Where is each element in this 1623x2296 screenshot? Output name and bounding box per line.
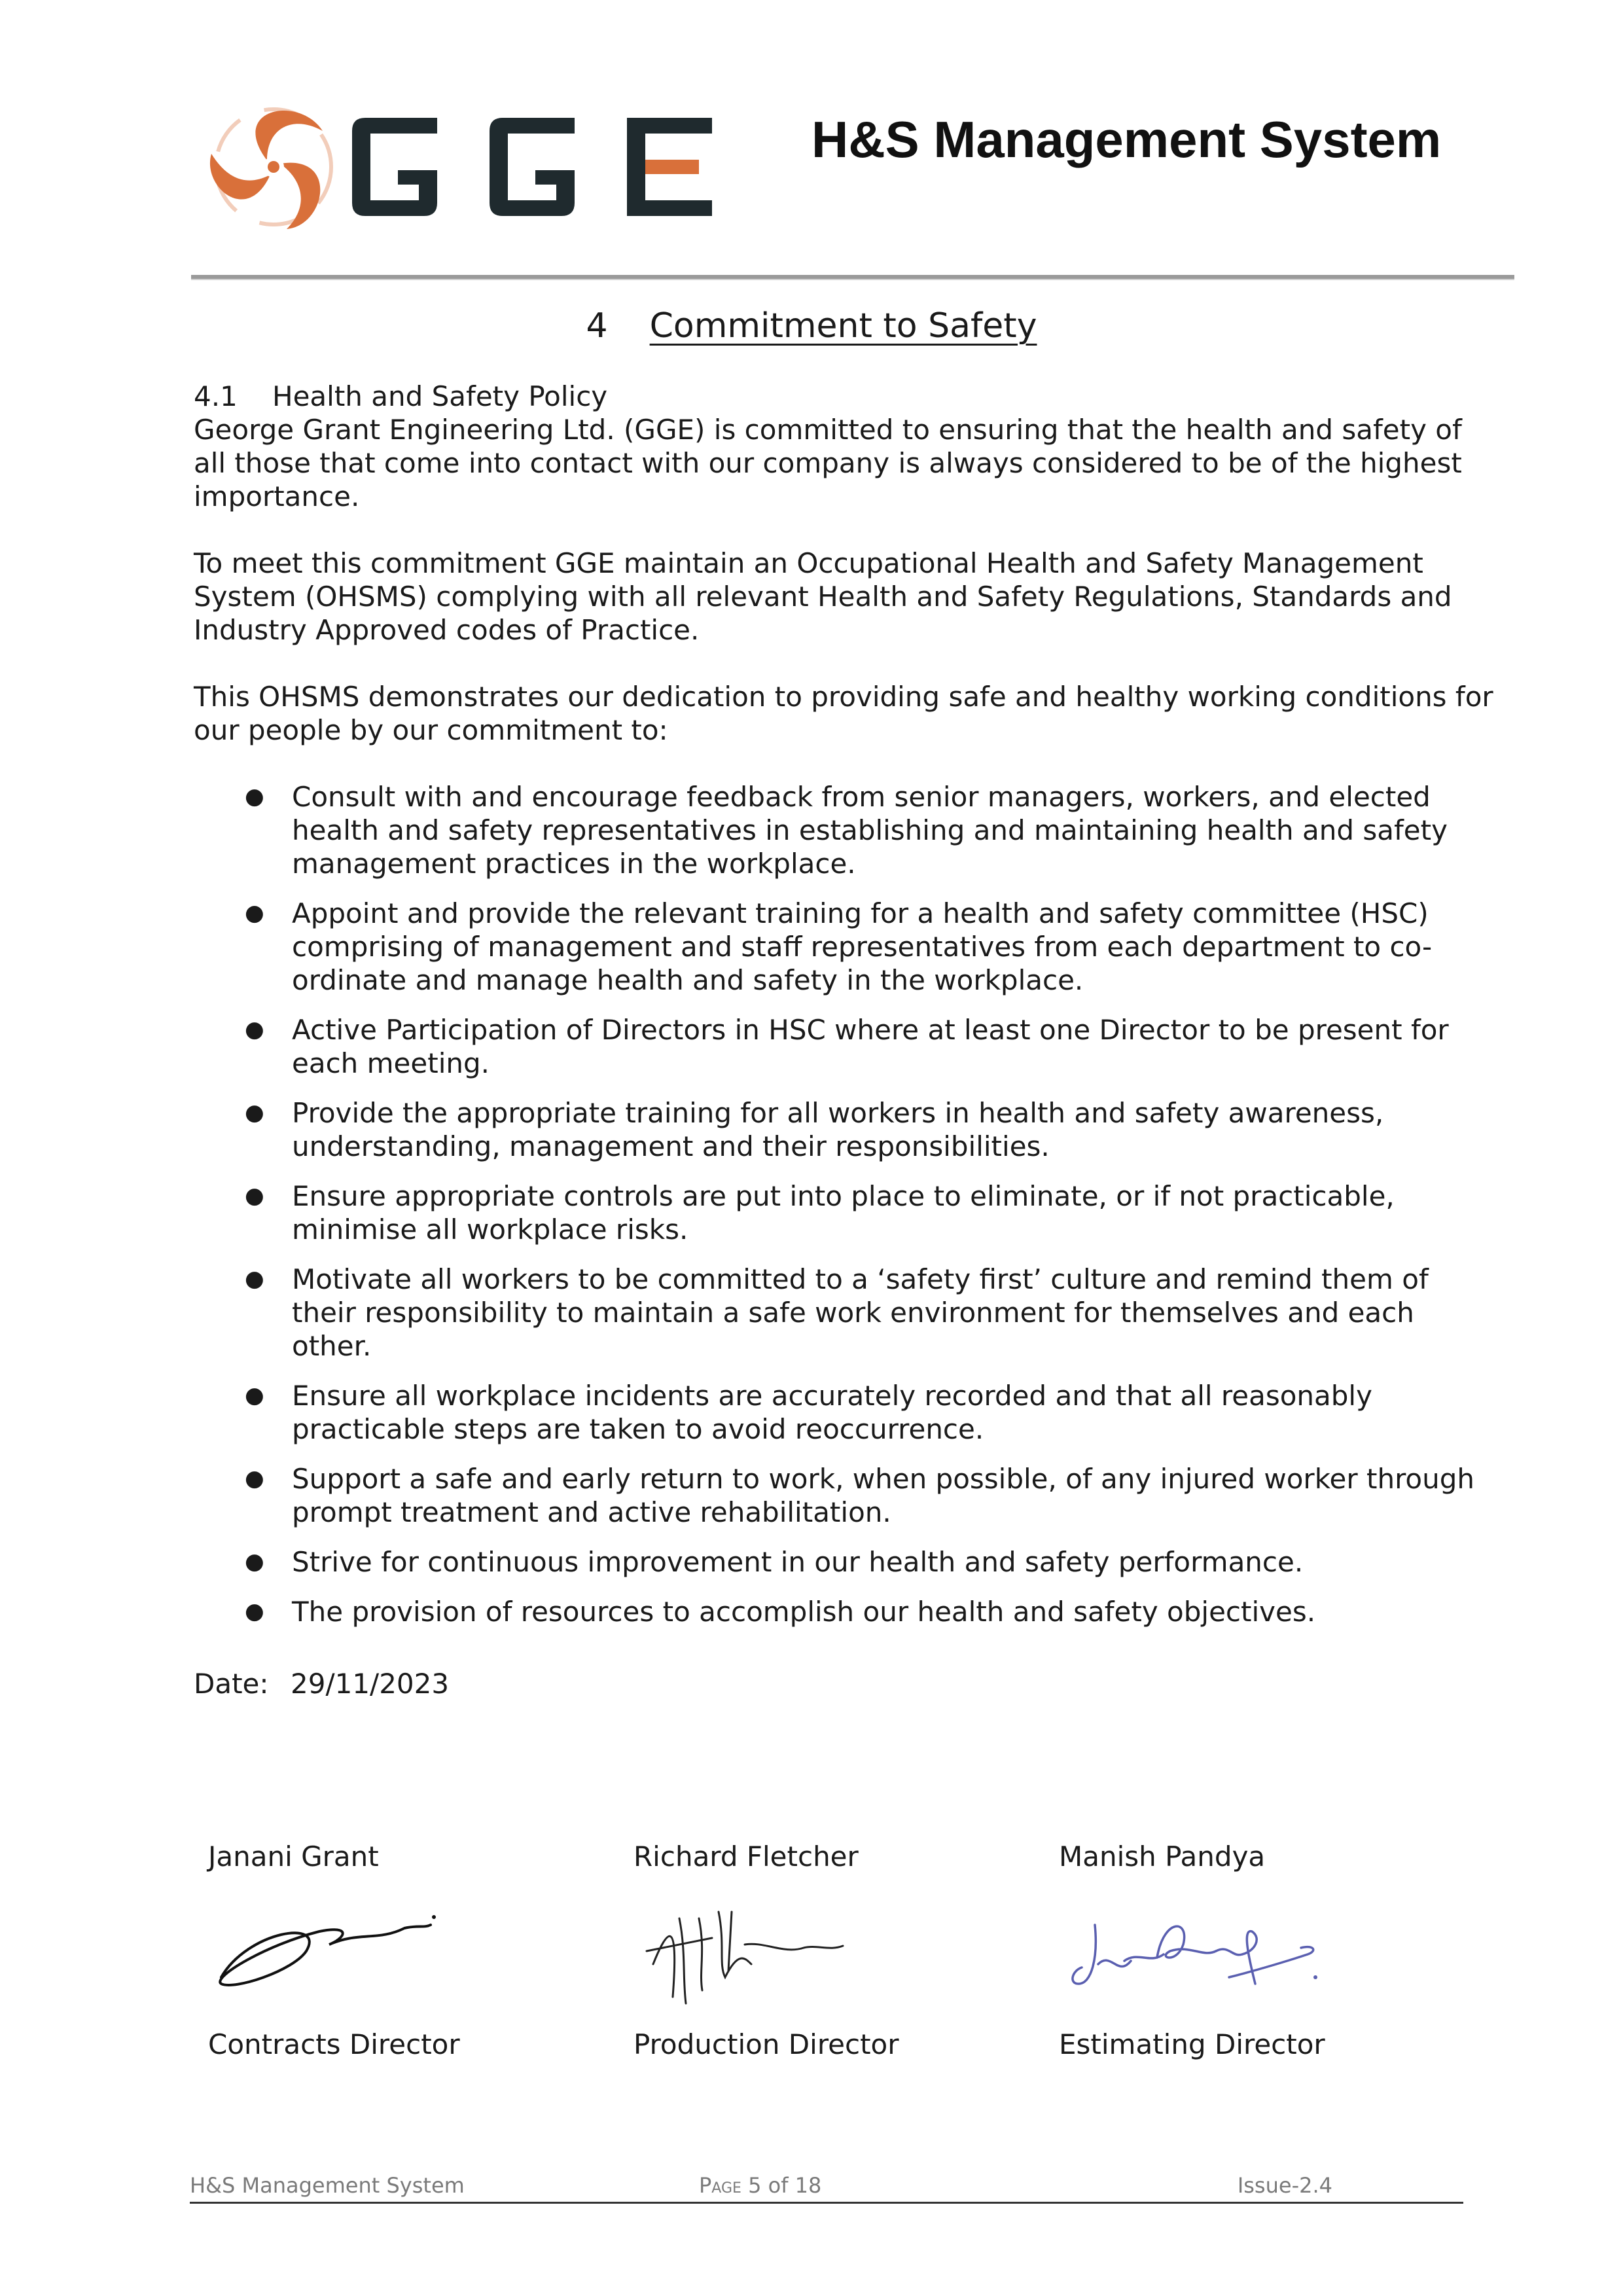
bullet-icon: ● xyxy=(245,1183,264,1209)
date-label: Date: xyxy=(194,1668,269,1700)
signature-image xyxy=(633,1892,908,2017)
list-item: ● Provide the appropriate training for all workers in health and safety awareness, understanding, management and their responsibilities. xyxy=(245,1097,1384,1162)
list-item: ● Active Participation of Directors in HSC where at least one Director to be present for each meeting. xyxy=(245,1014,1449,1079)
signatory-block xyxy=(208,1840,548,2060)
footer-system-name: H&S Management System xyxy=(190,2173,465,2198)
section-number: 4 xyxy=(586,306,608,346)
bullet-icon: ● xyxy=(245,1549,264,1575)
list-item: ● Ensure appropriate controls are put into place to eliminate, or if not practicable, minimise all workplace risks. xyxy=(245,1180,1395,1246)
logo-letter-e-spine xyxy=(627,118,645,216)
list-item: ● Consult with and encourage feedback from senior managers, workers, and elected health and safety representatives in establishing and maintaining health and safety management practices in the workplace. xyxy=(245,781,1448,880)
signatory-name: Richard Fletcher xyxy=(633,1840,859,1873)
signature-image xyxy=(1059,1892,1334,2017)
signature-image xyxy=(208,1892,483,2017)
signatory-block xyxy=(1059,1840,1399,2060)
policy-date xyxy=(194,1668,449,1700)
bullet-icon: ● xyxy=(245,1016,264,1043)
date-value: 29/11/2023 xyxy=(291,1668,450,1700)
signatory-title: Estimating Director xyxy=(1059,2028,1325,2060)
bullet-icon: ● xyxy=(245,1465,264,1492)
document-header-title: H&S Management System xyxy=(812,111,1442,168)
list-item: ● The provision of resources to accomplish our health and safety objectives. xyxy=(245,1596,1316,1628)
commitment-list xyxy=(194,780,1496,1628)
bullet-icon: ● xyxy=(245,900,264,926)
header-divider xyxy=(191,275,1514,280)
footer-issue: Issue-2.4 xyxy=(1237,2173,1332,2198)
subsection-title: Health and Safety Policy xyxy=(272,380,608,412)
list-item: ● Strive for continuous improvement in our health and safety performance. xyxy=(245,1546,1304,1578)
footer-page-of: of xyxy=(768,2173,789,2198)
page-footer xyxy=(190,2173,1463,2204)
bullet-icon: ● xyxy=(245,1598,264,1624)
list-item: ● Ensure all workplace incidents are accurately recorded and that all reasonably practicable steps are taken to avoid reoccurrence. xyxy=(245,1380,1372,1445)
footer-page-total: 18 xyxy=(794,2173,822,2198)
signatory-title: Contracts Director xyxy=(208,2028,460,2060)
logo-letter-g1 xyxy=(352,118,437,216)
bullet-icon: ● xyxy=(245,1382,264,1408)
signatory-name: Manish Pandya xyxy=(1059,1840,1266,1873)
swirl-logo-icon xyxy=(210,109,331,229)
subsection-number: 4.1 xyxy=(194,380,238,412)
bullet-icon: ● xyxy=(245,783,264,810)
gge-logo xyxy=(208,98,732,236)
signatory-title: Production Director xyxy=(633,2028,899,2060)
list-item: ● Motivate all workers to be committed to a ‘safety first’ culture and remind them of their responsibility to maintain a safe work environment for themselves and each other. xyxy=(245,1263,1429,1362)
policy-body xyxy=(194,380,1496,1645)
list-item: ● Appoint and provide the relevant training for a health and safety committee (HSC) comprising of management and staff representatives from each department to co-ordinate and manage health and safety in the workplace. xyxy=(245,897,1433,996)
footer-page-number: 5 xyxy=(748,2173,762,2198)
signatory-name: Janani Grant xyxy=(208,1840,379,1873)
policy-paragraph-1: George Grant Engineering Ltd. (GGE) is committed to ensuring that the health and safety of all those that come into contact with our company is always considered to be of the highest importance. xyxy=(194,414,1462,512)
footer-page-label: Page xyxy=(699,2173,741,2198)
footer-page-indicator xyxy=(699,2173,821,2198)
policy-paragraph-2: To meet this commitment GGE maintain an Occupational Health and Safety Management System (OHSMS) complying with all relevant Health and Safety Regulations, Standards and Industry Approved codes of Practice. xyxy=(194,547,1452,646)
signatory-block xyxy=(633,1840,974,2060)
section-title: Commitment to Safety xyxy=(649,306,1037,346)
policy-paragraph-3: This OHSMS demonstrates our dedication to providing safe and healthy working conditions for our people by our commitment to: xyxy=(194,681,1493,746)
list-item: ● Support a safe and early return to work, when possible, of any injured worker through prompt treatment and active rehabilitation. xyxy=(245,1463,1475,1528)
logo-letter-g2 xyxy=(490,118,575,216)
subsection-heading xyxy=(194,380,1496,413)
bullet-icon: ● xyxy=(245,1266,264,1292)
bullet-icon: ● xyxy=(245,1100,264,1126)
section-heading xyxy=(0,306,1623,346)
